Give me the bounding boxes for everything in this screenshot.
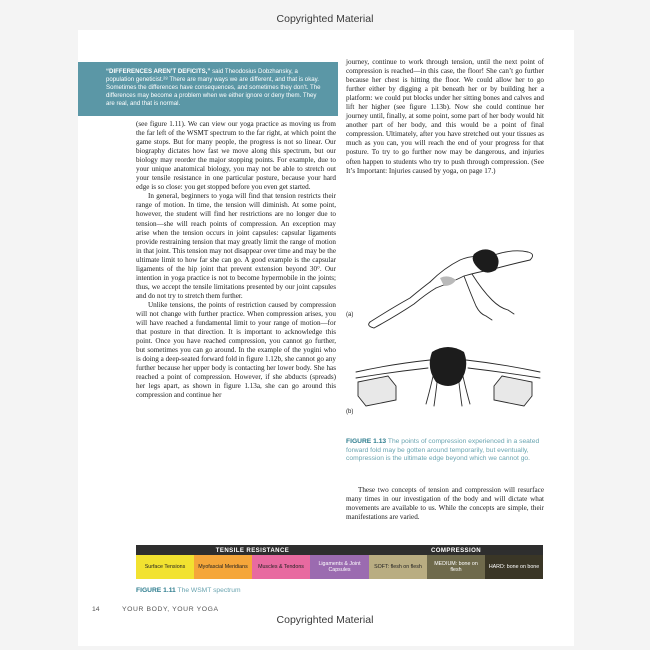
spectrum-cell-muscles: Muscles & Tendons — [252, 555, 310, 579]
header-compression: COMPRESSION — [430, 546, 482, 554]
right-paragraph-2: These two concepts of tension and compression will resurface many times in our investigation of the body and will dictate what movements are available to us. While the concepts are simple, their manifestations are varied. — [346, 486, 544, 522]
header-tensile: TENSILE RESISTANCE — [215, 546, 290, 554]
figure-1-11-caption — [136, 587, 436, 596]
spectrum-header — [136, 545, 543, 555]
callout-lead: “DIFFERENCES AREN’T DEFICITS,” — [106, 68, 211, 75]
spectrum-cell-ligaments: Ligaments & Joint Capsules — [310, 555, 369, 579]
left-paragraph-3: Unlike tensions, the points of restriction caused by compression will not change with further practice. When compression arises, you will have reached a fundamental limit to your range of motion—for that posture in that direction. It is important to acknowledge this point. Once you have reached compression, you cannot go further, but sometimes you can go around. In the example of the yogini who is doing a deep-seated forward fold in figure 1.12b, she cannot go any further because her upper body is contacting her lower body. She has reached a point of compression. However, if she abducts (spreads) her legs apart, as shown in figure 1.13a, she can go around this compression and continue her — [136, 300, 336, 400]
spectrum-cell-myofascial: Myofascial Meridians — [194, 555, 252, 579]
figure-label-a: (a) — [346, 312, 354, 318]
figure-1-11-caption-number: FIGURE 1.11 — [136, 587, 176, 594]
left-paragraph-1: (see figure 1.11). We can view our yoga practice as moving us from the far left of the WSMT spectrum to the far right, at which point the game stops. But for many people, the progress is not so linear. Our biography dictates how fast we move along this spectrum, but our biology may reorder the major stopping points. For example, due to your unique anatomical biology, you may not be able to stretch out your tensile resistance in one particular posture, because your hard edge is so close: you get stopped before you even get started. — [136, 120, 336, 192]
figure-1-13a-illustration — [352, 238, 544, 330]
page-number: 14 — [92, 606, 100, 613]
figure-label-b: (b) — [346, 409, 354, 415]
running-head: YOUR BODY, YOUR YOGA — [122, 606, 219, 613]
right-column-top — [346, 58, 544, 176]
spectrum-cell-surface-tensions: Surface Tensions — [136, 555, 194, 579]
right-paragraph-1: journey, continue to work through tension, until the next point of compression is reached—in this case, the floor! She can’t go further because her chest is hitting the floor. We could allow her to go further either by digging a pit beneath her or by building her a platform: we could put blocks under her sitting bones and calves and lift her higher (see figure 1.13b). Now she could continue her journey until, finally, at some point, some part of her body would hit another part of her body, and this would be a point of final compression. Ultimately, after you have stretched out your tissues as much as you can, you will reach the end of your progress for that posture. To try to go further now may be dangerous, and injuries often happen to students who try to push through compression. (See It’s Important: Injuries caused by yoga, on page 17.) — [346, 58, 544, 175]
figure-1-11-caption-text: The WSMT spectrum — [175, 587, 241, 594]
watermark-top: Copyrighted Material — [276, 13, 374, 25]
yoga-block-right — [494, 376, 532, 406]
figure-1-13-caption-number: FIGURE 1.13 — [346, 438, 387, 445]
figure-shorts-a — [440, 276, 456, 286]
figure-1-13-caption-text: The points of compression experienced in a seated forward fold may be gotten around temporarily, but eventually, compression is the ultimate edge beyond which we cannot go. — [346, 438, 540, 463]
spectrum-row — [136, 555, 543, 579]
figure-hair-a — [473, 249, 499, 272]
figure-1-13-caption — [346, 438, 542, 464]
yoga-block-left — [358, 376, 396, 406]
figure-hair-b — [430, 347, 467, 386]
spectrum-cell-medium: MEDIUM: bone on flesh — [427, 555, 485, 579]
callout-box — [78, 62, 338, 116]
wsmt-spectrum — [136, 545, 543, 579]
right-column-bottom — [346, 486, 544, 522]
figure-1-13b-illustration — [352, 342, 544, 422]
left-column — [136, 120, 336, 400]
spectrum-cell-hard: HARD: bone on bone — [485, 555, 543, 579]
spectrum-cell-soft: SOFT: flesh on flesh — [369, 555, 427, 579]
watermark-bottom: Copyrighted Material — [276, 614, 374, 626]
left-paragraph-2: In general, beginners to yoga will find that tension restricts their range of motion. In time, the tension will diminish. At some point, however, the student will find her restrictions are no longer due to tension—she will reach points of compression. An exception may arise when the tension occurs in joint capsules: capsular ligaments provide restraining tension that may greatly limit the range of motion in that joint. This tension may not disappear over time and may be the ultimate limit to how far she can go. A good example is the capsular ligaments of the hip joint that prevent extension beyond 30°. Our intention in yoga practice is not to become hypermobile in the joints; thus, we accept the tensile limitations presented by our joint capsules and do not try to stretch them further. — [136, 192, 336, 300]
callout-text: said Theodosius Dobzhansky, a population geneticist.²⁸ There are many ways we are different, and that is okay. Sometimes the differences have consequences, and sometimes they don’t. The differences may become a problem when we either ignore or deny them. They are real, and that is normal. — [106, 68, 321, 107]
